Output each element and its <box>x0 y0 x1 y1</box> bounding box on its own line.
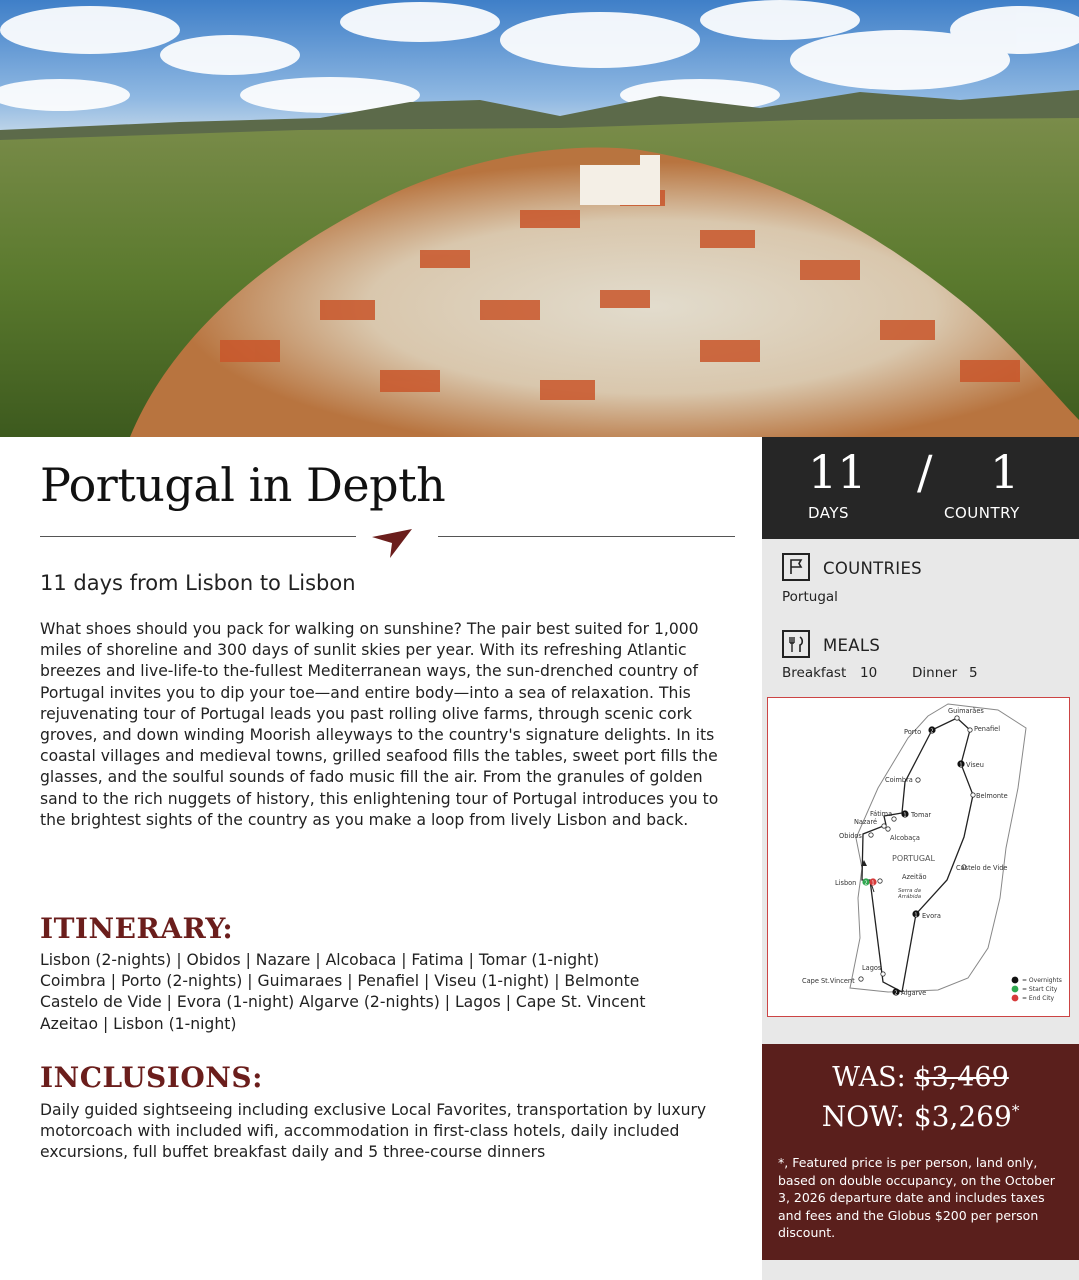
inclusions-heading: INCLUSIONS: <box>40 1061 263 1094</box>
was-price <box>762 1062 1079 1093</box>
overnight-count-porto: 2 <box>930 728 934 735</box>
dinner-label: Dinner <box>912 665 958 681</box>
map-label-penafiel: Penafiel <box>974 725 1001 733</box>
hero-image <box>0 0 1079 437</box>
countries-value: Portugal <box>782 589 838 605</box>
divider-left <box>40 536 356 537</box>
itinerary-text <box>40 950 740 1035</box>
overnight-count-tomar: 1 <box>903 812 907 819</box>
countries-label: COUNTRY <box>944 504 1020 522</box>
divider-right <box>438 536 735 537</box>
map-marker-alcobaca <box>886 827 890 831</box>
meals-heading: MEALS <box>823 636 881 655</box>
map-marker-penafiel <box>968 728 972 732</box>
was-label: WAS: <box>832 1062 906 1093</box>
dinner-count: 5 <box>969 665 978 681</box>
price-panel <box>762 1044 1079 1260</box>
map-label-guimaraes: Guimarães <box>948 707 984 715</box>
price-asterisk: * <box>1011 1101 1020 1120</box>
map-marker-obidos <box>869 833 873 837</box>
route-map <box>767 697 1070 1017</box>
map-marker-nazare <box>882 824 886 828</box>
legend-start: = Start City <box>1022 986 1058 993</box>
map-label-fatima: Fátima <box>870 810 893 818</box>
price-fine-print: *, Featured price is per person, land only, based on double occupancy, on the October 3, 2026 departure date and includes taxes and fees and the Globus $200 per person discount. <box>778 1155 1055 1240</box>
map-label-nazare: Nazaré <box>854 818 878 826</box>
overnight-count-lisbon-start: 2 <box>864 880 868 887</box>
map-label-coimbra: Coimbra <box>885 776 913 784</box>
map-marker-coimbra <box>916 778 920 782</box>
map-label-obidos: Obidos <box>839 832 862 840</box>
stats-panel <box>762 437 1079 539</box>
breakfast-count: 10 <box>860 665 878 681</box>
map-label-porto: Porto <box>904 728 922 736</box>
overnight-count-algarve: 2 <box>894 990 898 997</box>
itinerary-line: Lisbon (2-nights) | Obidos | Nazare | Alcobaca | Fatima | Tomar (1-night) <box>40 951 600 969</box>
overnight-count-lisbon-end: 1 <box>871 880 875 887</box>
breakfast-label: Breakfast <box>782 665 847 681</box>
stats-separator: / <box>917 445 933 499</box>
days-label: DAYS <box>808 504 850 522</box>
tour-description: What shoes should you pack for walking on sunshine? The pair best suited for 1,000 miles of shoreline and 300 days of sunlit skies per year. With its refreshing Atlantic breezes and live-life-to the-fullest Mediterranean ways, the sun-drenched country of Portugal invites you to dip your toe—and entire body—into a sea of relaxation. This rejuvenating tour of Portugal leads you past rolling olive farms, through scenic cork groves, and down winding Moorish alleyways to the country's signature delights. In its coastal villages and medieval towns, grilled seafood fills the tables, sweet port fills the glasses, and the soulful sounds of fado music fill the air. From the granules of golden sand to the rich nuggets of history, this enlightening tour of Portugal introduces you to the brightest sights of the country as you make a loop from lively Lisbon and back. <box>40 620 719 829</box>
legend-overnights: = Overnights <box>1022 977 1062 984</box>
overnight-count-evora: 1 <box>914 912 918 919</box>
overnight-count-viseu: 1 <box>959 762 963 769</box>
flag-icon <box>782 553 810 581</box>
itinerary-line: Castelo de Vide | Evora (1-night) Algarve (2-nights) | Lagos | Cape St. Vincent <box>40 993 646 1012</box>
map-label-castelo: Castelo de Vide <box>956 864 1008 872</box>
itinerary-heading: ITINERARY: <box>40 912 234 945</box>
now-label: NOW: <box>821 1100 905 1133</box>
itinerary-line: Azeitao | Lisbon (1-night) <box>40 1014 237 1033</box>
map-label-lisbon: Lisbon <box>835 879 857 887</box>
legend-end: = End City <box>1022 995 1055 1002</box>
legend-start-marker <box>1012 986 1019 993</box>
map-label-cape: Cape St.Vincent <box>802 977 855 985</box>
was-value: $3,469 <box>914 1062 1009 1093</box>
map-country-label: PORTUGAL <box>892 854 935 863</box>
map-label-tomar: Tomar <box>911 811 932 819</box>
map-marker-cape <box>859 977 863 981</box>
map-marker-lagos <box>881 972 885 976</box>
map-marker-azeitao <box>878 879 882 883</box>
map-label-alcobaca: Alcobaça <box>890 834 920 842</box>
countries-count: 1 <box>990 445 1020 499</box>
itinerary-line: Coimbra | Porto (2-nights) | Guimaraes | Penafiel | Viseu (1-night) | Belmonte <box>40 972 640 991</box>
map-marker-belmonte <box>971 793 975 797</box>
legend-overnight-marker <box>1012 977 1019 984</box>
map-marker-guimaraes <box>955 716 959 720</box>
days-count: 11 <box>808 445 867 499</box>
map-label-evora: Evora <box>922 912 941 920</box>
tour-subtitle: 11 days from Lisbon to Lisbon <box>40 571 356 595</box>
now-value: $3,269 <box>913 1100 1012 1133</box>
map-label-algarve: Algarve <box>901 989 927 997</box>
map-label-belmonte: Belmonte <box>976 792 1008 800</box>
map-label-viseu: Viseu <box>966 761 984 769</box>
now-price <box>762 1100 1079 1133</box>
countries-heading: COUNTRIES <box>823 559 922 578</box>
fork-knife-icon <box>782 630 810 658</box>
map-marker-fatima <box>892 817 896 821</box>
arrow-pointer-icon <box>368 527 414 559</box>
tour-title: Portugal in Depth <box>40 458 446 512</box>
map-label-lagos: Lagos <box>862 964 882 972</box>
map-label-azeitao: Azeitão <box>902 873 927 881</box>
inclusions-text: Daily guided sightseeing including exclusive Local Favorites, transportation by luxury motorcoach with included wifi, accommodation in first-class hotels, daily included excursions, full buffet breakfast daily and 5 three-course dinners <box>40 1101 707 1162</box>
map-region-label: Serra da Arrábida <box>898 888 922 901</box>
legend-end-marker <box>1012 995 1019 1002</box>
